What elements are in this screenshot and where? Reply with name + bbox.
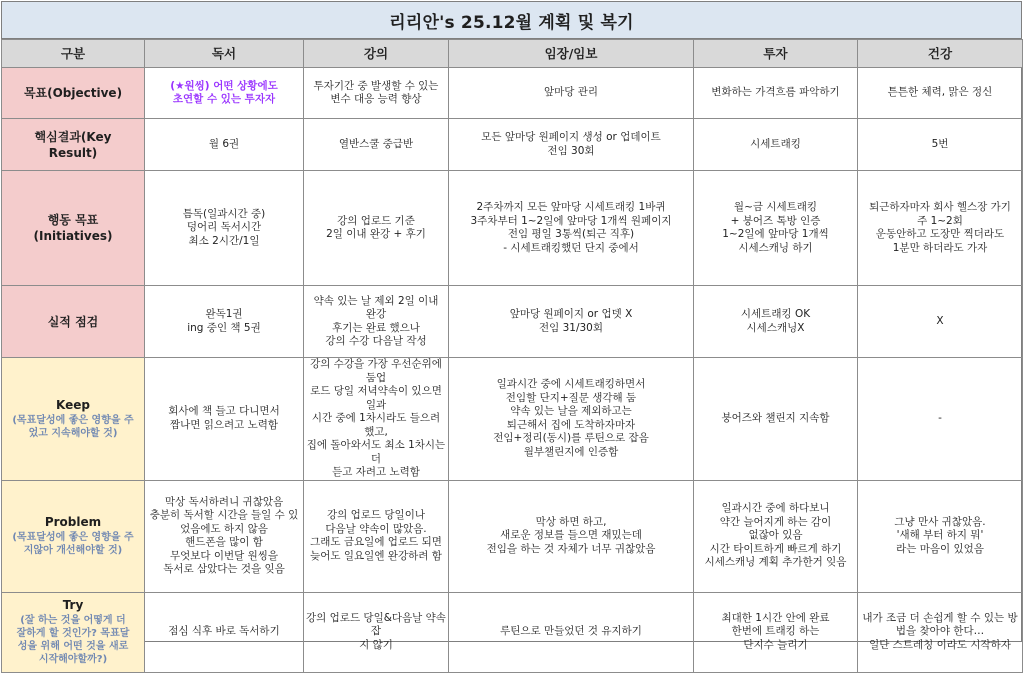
cell-text-line: 막상 독서하려니 귀찮았음 <box>164 495 284 508</box>
row-label-text: 목표(Objective) <box>23 86 123 100</box>
cell-text-line: 막상 하면 하고, <box>535 515 607 528</box>
page-title: 리리안's 25.12월 계획 및 복기 <box>1 1 1022 39</box>
table-cell <box>858 480 1023 592</box>
cell-text-line: 앞마당 관리 <box>543 86 599 99</box>
cell-text-line: 전임 31/30회 <box>538 321 604 334</box>
cell-text-line: 강의 업로드 당일이나 <box>327 509 425 521</box>
row-label-text: Result) <box>48 145 98 160</box>
cell-text-line: 월 6권 <box>208 137 240 150</box>
table-cell <box>858 119 1023 171</box>
cell-text-line: 일단 스트레칭 이라도 시작하자 <box>869 638 1011 651</box>
cell-text-line: 완독1권 <box>205 308 243 320</box>
cell-text-line: 짬나면 읽으려고 노력함 <box>169 418 279 431</box>
cell-text-line: 시세스캐닝X <box>746 321 805 334</box>
row-label-text: Try <box>62 598 84 612</box>
table-cell <box>858 286 1023 358</box>
cell-text-line: 지 않기 <box>359 638 393 651</box>
cell-text-line: 퇴근해서 집에 도착하자마자 <box>506 418 636 431</box>
cell-text-line: 법을 찾아야 한다… <box>895 625 985 638</box>
row-label-description-line: 었고 지속해야할 것) <box>28 427 118 439</box>
cell-text-line: (★원씽) 어떤 상황에도 <box>170 79 278 92</box>
table-cell <box>145 119 304 171</box>
cell-text-line: 강의 수강 다음날 작성 <box>325 335 427 347</box>
table-cell <box>694 286 858 358</box>
cell-text-line: 단지수 늘리기 <box>743 638 808 651</box>
cell-text-line: 전임할 단지+질문 생각해 둠 <box>505 391 637 404</box>
cell-text-line: 회사에 책 들고 다니면서 <box>168 405 280 418</box>
table-cell <box>145 480 304 592</box>
table-cell <box>304 358 449 481</box>
cell-text-line: 2주차까지 모든 앞마당 시세트래킹 1바퀴 <box>476 201 666 213</box>
column-header: 독서 <box>145 40 304 68</box>
row-label-problem <box>2 480 145 592</box>
cell-text-line: 충분히 독서할 시간을 들일 수 있 <box>149 509 299 521</box>
cell-text-line: 강의 업로드 당일&다음날 약속 잡 <box>306 611 446 638</box>
table-cell <box>449 119 694 171</box>
row-label-description <box>4 614 142 666</box>
table-row <box>2 171 1023 286</box>
cell-text-line: 무엇보다 이번달 원씽을 <box>169 549 279 562</box>
table-cell <box>304 286 449 358</box>
cell-text-line: 루틴으로 만들었던 것 유지하기 <box>500 625 642 638</box>
cell-text-line: 덩어리 독서시간 <box>186 221 262 234</box>
cell-text-line: 라는 마음이 있었음 <box>896 542 984 555</box>
cell-text-line: 열반스쿨 중급반 <box>338 137 414 150</box>
cell-text-line: 듣고 자려고 노력함 <box>332 466 420 478</box>
cell-text-line: ing 중인 책 5권 <box>187 321 261 334</box>
cell-text-line: 약속 있는 날을 제외하고는 <box>510 405 632 418</box>
cell-text-line: 일과시간 중에 시세트래킹하면서 <box>496 378 646 391</box>
column-header: 임장/임보 <box>449 40 694 68</box>
cell-text-line: 5번 <box>931 137 949 150</box>
cell-text-line: 초연할 수 있는 투자자 <box>172 93 276 105</box>
cell-text-line: 로드 당일 저녁약속이 있으면 일과 <box>310 385 442 411</box>
table-row <box>2 68 1023 119</box>
cell-text-line: 집에 돌아와서도 최소 1차시는 더 <box>306 439 446 465</box>
row-label-key-result <box>2 119 145 171</box>
row-label-description-line: 잘하게 할 것인가? 목표달 <box>16 628 130 639</box>
table-cell <box>694 171 858 286</box>
row-label-text: Problem <box>44 515 102 529</box>
row-label-text: 행동 목표 <box>47 213 99 227</box>
table-cell <box>858 358 1023 481</box>
cell-text-line: 튼튼한 체력, 맑은 정신 <box>887 86 993 99</box>
table-cell <box>304 68 449 119</box>
table-cell <box>145 286 304 358</box>
cell-text-line: 최소 2시간/1일 <box>188 234 260 247</box>
table-cell <box>145 171 304 286</box>
table-cell <box>304 171 449 286</box>
cell-text-line: 독서로 삼았다는 것을 잊음 <box>163 563 285 575</box>
table-cell <box>145 358 304 481</box>
cell-text-line: 월부챌린지에 인증함 <box>523 445 619 458</box>
cell-text-line: - <box>938 412 942 424</box>
header-row <box>2 40 1023 68</box>
cell-text-line: 시세스캐닝 하기 <box>738 241 813 254</box>
cell-text-line: 변화하는 가격흐름 파악하기 <box>711 86 840 99</box>
row-label-text: 실적 점검 <box>47 314 99 329</box>
table-cell <box>449 592 694 672</box>
table-cell <box>449 68 694 119</box>
cell-text-line: 1분만 하더라도 가자 <box>892 241 988 254</box>
table-cell <box>145 68 304 119</box>
cell-text-line: 약속 있는 날 제외 2일 이내 완강 <box>313 294 439 320</box>
cell-text-line: 운동안하고 도장만 찍더라도 <box>875 228 1005 240</box>
cell-text-line: 전임+정리(동시)를 루틴으로 잡음 <box>493 432 649 445</box>
row-label-description-line: 성을 위해 어떤 것을 새로 <box>17 641 129 652</box>
cell-text-line: 시간 타이트하게 빠르게 하기 <box>709 542 842 555</box>
row-label-text: (Initiatives) <box>33 229 113 243</box>
table-row <box>2 358 1023 481</box>
row-label-description <box>4 414 142 440</box>
table-row <box>2 480 1023 592</box>
row-label-description-line: 시작해야할까?) <box>38 654 108 665</box>
cell-text-line: 후기는 완료 했으나 <box>332 321 420 334</box>
table-cell <box>449 480 694 592</box>
row-label-text: 핵심결과(Key <box>34 129 112 144</box>
table-row <box>2 119 1023 171</box>
table-cell <box>694 480 858 592</box>
cell-text-line: X <box>936 314 944 327</box>
cell-text-line: 늦어도 일요일엔 완강하려 함 <box>310 549 442 562</box>
table-cell <box>145 592 304 672</box>
table-cell <box>694 119 858 171</box>
table-row <box>2 592 1023 672</box>
cell-text-line: 시간 중에 1차시라도 들으려 했고, <box>311 412 441 438</box>
cell-text-line: 1~2일에 앞마당 1개씩 <box>722 228 829 240</box>
cell-text-line: 었음에도 하지 않음 <box>180 522 268 535</box>
cell-text-line: 강의 수강을 가장 우선순위에 둠업 <box>310 358 442 384</box>
table-cell <box>449 358 694 481</box>
row-label-text: Keep <box>56 397 90 412</box>
cell-text-line: 약간 늘어지게 하는 감이 <box>719 515 832 528</box>
cell-text-line: 점심 식후 바로 독서하기 <box>168 625 280 638</box>
cell-text-line: 모든 앞마당 원페이지 생성 or 업데이트 <box>481 131 661 143</box>
column-header: 강의 <box>304 40 449 68</box>
cell-text-line: 최대한 1시간 안에 완료 <box>721 611 830 624</box>
cell-text-line: 그래도 금요일에 업로드 되면 <box>310 536 442 548</box>
cell-text-line: 시세트래킹 <box>750 137 801 150</box>
cell-text-line: 붕어즈와 챌린지 지속함 <box>721 412 830 424</box>
table-cell <box>858 68 1023 119</box>
table-cell <box>858 171 1023 286</box>
table-row <box>2 286 1023 358</box>
cell-text-line: 다음날 약속이 많았음. <box>325 522 427 535</box>
row-label-description-line: 지않아 개선해야할 것) <box>23 545 123 556</box>
table-cell <box>449 286 694 358</box>
cell-text-line: 3주차부터 1~2일에 앞마당 1개씩 원페이지 <box>470 214 672 227</box>
row-label-description-line: (목표달성에 좋은 영향을 주 <box>12 532 134 543</box>
table-cell <box>304 592 449 672</box>
cell-text-line: 월~금 시세트래킹 <box>733 201 818 213</box>
row-label-description-line: (목표달성에 좋은 영향을 주 <box>12 414 134 426</box>
table-cell <box>449 171 694 286</box>
cell-text-line: 틈독(일과시간 중) <box>182 207 266 220</box>
cell-text-line: '새해 부터 하지 뭐' <box>896 529 984 542</box>
column-header: 구분 <box>2 40 145 68</box>
cell-text-line: 그냥 만사 귀찮았음. <box>894 515 986 528</box>
plan-review-table <box>1 39 1023 673</box>
table-cell <box>858 592 1023 672</box>
cell-text-line: + 붕어즈 톡방 인증 <box>730 214 821 227</box>
cell-text-line: 전임 30회 <box>547 144 595 157</box>
cell-text-line: 주 1~2회 <box>917 214 963 227</box>
cell-text-line: 퇴근하자마자 회사 헬스장 가기 <box>869 201 1011 213</box>
cell-text-line: 전임 평일 3통씩(퇴근 직후) <box>507 228 635 240</box>
table-cell <box>304 119 449 171</box>
row-label-try <box>2 592 145 672</box>
cell-text-line: 강의 업로드 기준 <box>337 214 415 227</box>
cell-text-line: 없잖아 있음 <box>748 529 803 542</box>
table-cell <box>694 592 858 672</box>
cell-text-line: 한번에 트래킹 하는 <box>731 625 820 638</box>
column-header: 건강 <box>858 40 1023 68</box>
table-cell <box>694 68 858 119</box>
cell-text-line: 내가 조금 더 손쉽게 할 수 있는 방 <box>862 611 1018 624</box>
cell-text-line: 앞마당 원페이지 or 업뎃 X <box>509 308 633 320</box>
cell-text-line: 2일 이내 완강 + 후기 <box>326 228 426 240</box>
row-label-objective <box>2 68 145 119</box>
row-label-description-line: (잘 하는 것을 어떻게 더 <box>20 615 126 626</box>
row-label-initiatives <box>2 171 145 286</box>
cell-text-line: - 시세트래킹했던 단지 중에서 <box>503 241 639 254</box>
cell-text-line: 변수 대응 능력 향상 <box>330 93 422 105</box>
row-label-description <box>4 531 142 557</box>
table-cell <box>694 358 858 481</box>
table-cell <box>304 480 449 592</box>
cell-text-line: 시세스캐닝 계획 추가한거 잊음 <box>704 556 847 569</box>
cell-text-line: 새로운 정보를 들으면 재밌는데 <box>500 529 642 542</box>
cell-text-line: 시세트래킹 OK <box>740 308 811 320</box>
column-header: 투자 <box>694 40 858 68</box>
cell-text-line: 전임을 하는 것 자체가 너무 귀찮았음 <box>486 542 656 555</box>
cell-text-line: 투자기간 중 발생할 수 있는 <box>313 79 439 92</box>
row-label-performance-check <box>2 286 145 358</box>
row-label-keep <box>2 358 145 481</box>
cell-text-line: 일과시간 중에 하다보니 <box>721 502 830 515</box>
cell-text-line: 핸드폰을 많이 함 <box>185 536 263 548</box>
